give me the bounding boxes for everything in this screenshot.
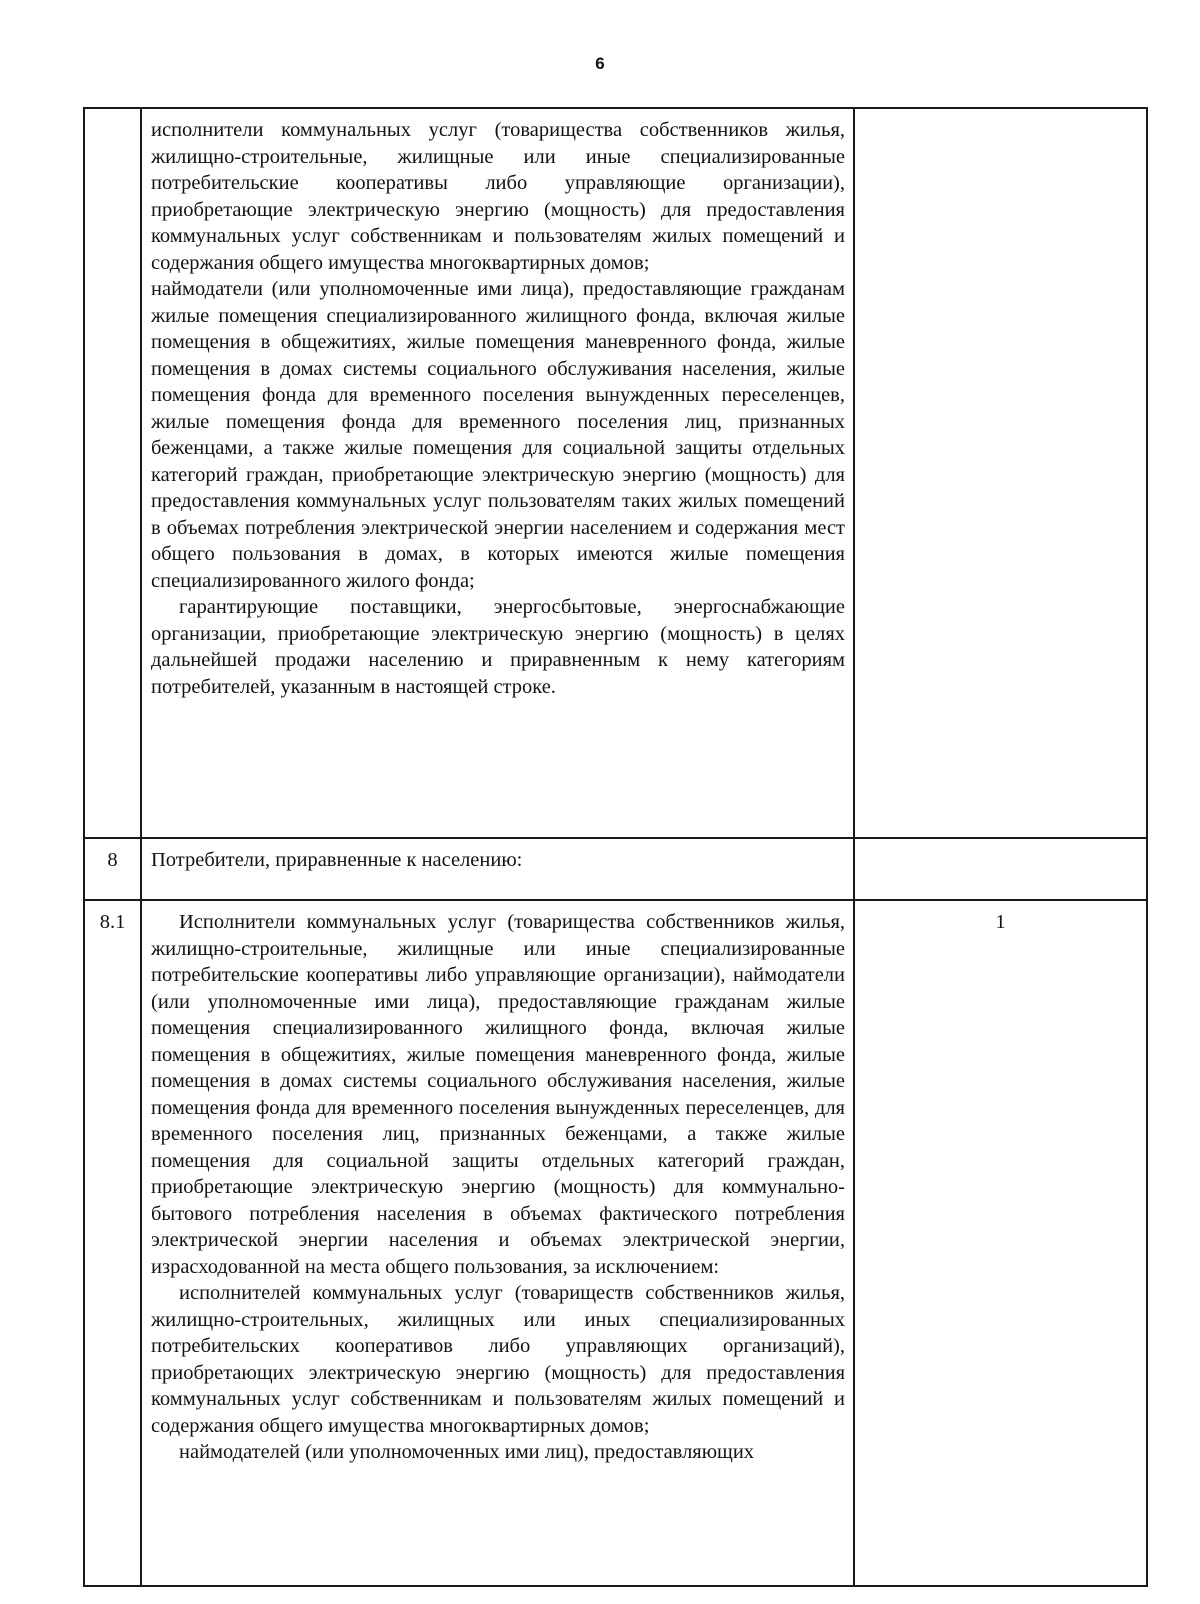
- row-number-cell: 8: [84, 838, 141, 900]
- page-number: 6: [595, 54, 605, 73]
- row-value-cell: [854, 108, 1147, 838]
- description-paragraph: гарантирующие поставщики, энергосбытовые, энергоснабжающие организации, приобретающие электрическую энергию (мощность) в целях дальнейшей продажи населению и приравненным к нему категориям потребителей, указанным в настоящей строке.: [151, 596, 845, 698]
- description-paragraph: исполнителей коммунальных услуг (товариществ собственников жилья, жилищно-строительных, жилищных или иных специализированных потребительских кооперативов либо управляющих организаций), приобретающих электрическую энергию (мощность) для предоставления коммунальных услуг собственникам и пользователям жилых помещений и содержания общего имущества многоквартирных домов;: [151, 1282, 845, 1437]
- description-paragraph: наймодателей (или уполномоченных ими лиц), предоставляющих: [179, 1441, 755, 1463]
- row-description-cell: [141, 900, 854, 1586]
- tariff-table: [83, 107, 1148, 1587]
- description-paragraph: Исполнители коммунальных услуг (товарищества собственников жилья, жилищно-строительные, жилищные или иные специализированные потребительские кооперативы либо управляющие организации), наймодатели (или уполномоченные ими лица), предоставляющие гражданам жилые помещения специализированного жилищного фонда, включая жилые помещения в общежитиях, жилые помещения маневренного фонда, жилые помещения в домах системы социального обслуживания населения, жилые помещения фонда для временного поселения вынужденных переселенцев, для временного поселения лиц, признанных беженцами, а также жилые помещения для социальной защиты отдельных категорий граждан, приобретающие электрическую энергию (мощность) для коммунально-бытового потребления населения в объемах фактического потребления электрической энергии населения и объемах электрической энергии, израсходованной на места общего пользования, за исключением:: [151, 911, 845, 1278]
- row-number-cell: 8.1: [84, 900, 141, 1586]
- description-paragraph: исполнители коммунальных услуг (товарищества собственников жилья, жилищно-строительные, жилищные или иные специализированные потребительские кооперативы либо управляющие организации), приобретающие электрическую энергию (мощность) для предоставления коммунальных услуг собственникам и пользователям жилых помещений и содержания общего имущества многоквартирных домов;: [151, 119, 845, 274]
- description-paragraph: наймодатели (или уполномоченные ими лица), предоставляющие гражданам жилые помещения специализированного жилищного фонда, включая жилые помещения в общежитиях, жилые помещения маневренного фонда, жилые помещения в домах системы социального обслуживания населения, жилые помещения фонда для временного поселения вынужденных переселенцев, жилые помещения фонда для временного поселения лиц, признанных беженцами, а также жилые помещения для социальной защиты отдельных категорий граждан, приобретающие электрическую энергию (мощность) для предоставления коммунальных услуг пользователям таких жилых помещений в объемах потребления электрической энергии населением и содержания мест общего пользования в домах, в которых имеются жилые помещения специализированного жилого фонда;: [151, 278, 845, 592]
- table-row: [84, 108, 1147, 838]
- row-number-cell: [84, 108, 141, 838]
- description-paragraph: Потребители, приравненные к населению:: [151, 849, 523, 871]
- table-row: [84, 900, 1147, 1586]
- row-value-cell: 1: [854, 900, 1147, 1586]
- row-description-cell: [141, 838, 854, 900]
- row-description-cell: [141, 108, 854, 838]
- table-row: [84, 838, 1147, 900]
- row-value-cell: [854, 838, 1147, 900]
